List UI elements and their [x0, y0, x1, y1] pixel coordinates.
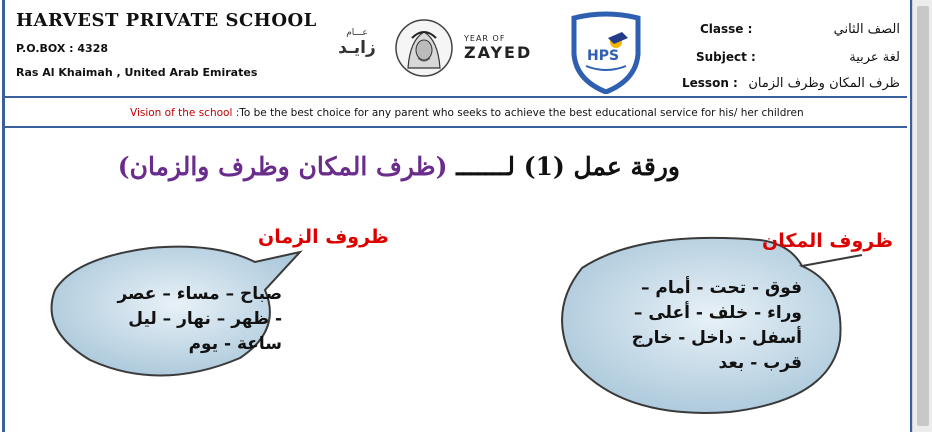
worksheet-title-main: ورقة عمل (1) لـــــــ [456, 152, 680, 181]
class-label: Classe : [700, 22, 753, 36]
school-name: HARVEST PRIVATE SCHOOL [16, 10, 317, 31]
place-adverbs-line: أسفل - داخل - خارج [631, 328, 802, 348]
time-adverbs-heading: ظروف الزمان [258, 226, 389, 248]
school-address: Ras Al Khaimah , United Arab Emirates [16, 66, 258, 79]
class-value: الصف الثاني [833, 22, 900, 37]
subject-label: Subject : [696, 50, 756, 64]
subject-value: لغة عربية [849, 50, 900, 65]
po-box: P.O.BOX : 4328 [16, 42, 109, 55]
time-adverbs-line: - ظهر – نهار – ليل [128, 309, 282, 329]
lesson-label: Lesson : [682, 76, 738, 90]
place-adverbs-list [632, 276, 802, 376]
place-adverbs-line: قرب - بعد [718, 353, 802, 373]
crest-text: HPS [587, 48, 620, 64]
lesson-value: ظرف المكان وظرف الزمان [748, 76, 900, 91]
vision-label: Vision of the school : [130, 107, 240, 119]
time-adverbs-line: صباح – مساء – عصر [117, 284, 282, 304]
place-adverbs-line: وراء - خلف - أعلى – [633, 303, 802, 323]
place-adverbs-heading: ظروف المكان [762, 230, 893, 252]
zayed-label: ZAYED [464, 43, 533, 62]
place-adverbs-line: فوق - تحت - أمام – [640, 278, 802, 298]
zayed-big-ar: زايـد [338, 38, 376, 58]
time-adverbs-list [117, 282, 282, 357]
vision-text: To be the best choice for any parent who seeks to achieve the best educational service for his/ her children [239, 107, 804, 119]
worksheet-title-topic: (ظرف المكان وظرف والزمان) [117, 152, 448, 181]
zayed-small-ar: عـــام [346, 28, 368, 38]
year-of-label: YEAR OF [464, 34, 506, 43]
time-adverbs-line: ساعة - يوم [188, 334, 282, 354]
